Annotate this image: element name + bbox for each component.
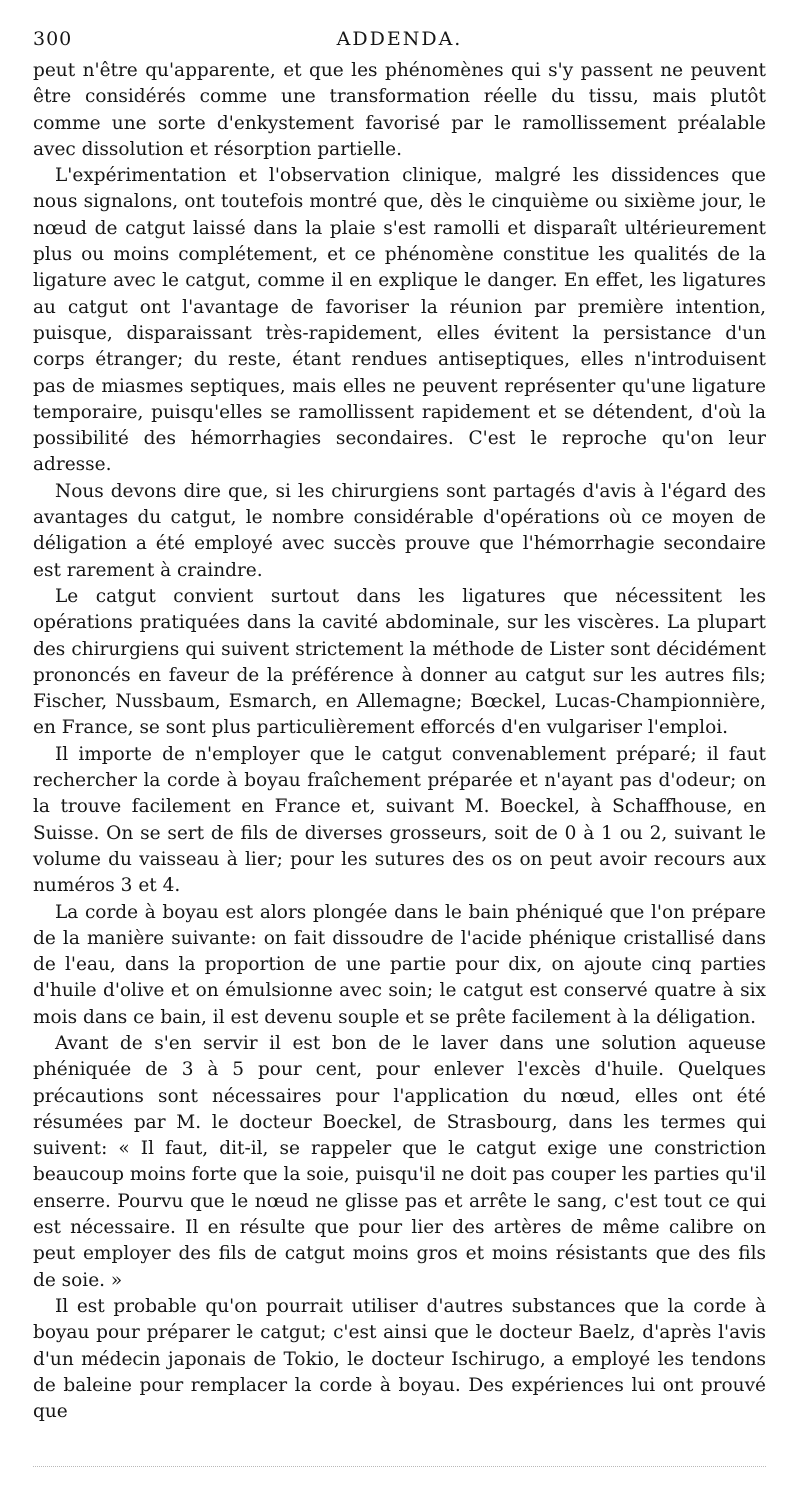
running-head [33, 28, 766, 58]
page-number: 300 [33, 28, 73, 50]
running-title: ADDENDA. [336, 28, 463, 50]
book-page [33, 28, 766, 1425]
paragraph: Avant de s'en servir il est bon de le laver dans une solution aqueuse phéniquée de 3 à 5 pour cent, pour enlever l'excès d'huile. Quelques précautions sont nécessaires pour l'application du nœud, elles ont été résumées par M. le docteur Boeckel, de Strasbourg, dans les termes qui suivent: « Il faut, dit-il, se rappeler que le catgut exige une constriction beaucoup moins forte que la soie, puisqu'il ne doit pas couper les parties qu'il enserre. Pourvu que le nœud ne glisse pas et arrête le sang, c'est tout ce qui est nécessaire. Il en résulte que pour lier des artères de même calibre on peut employer des fils de catgut moins gros et moins résistants que des fils de soie. » [33, 1032, 766, 1291]
paragraph: L'expérimentation et l'observation clinique, malgré les dissidences que nous signalons, ont toutefois montré que, dès le cinquième ou sixième jour, le nœud de catgut laissé dans la plaie s'est ramolli et disparaît ultérieurement plus ou moins complétement, et ce phénomène constitue les qualités de la ligature avec le catgut, comme il en explique le danger. En effet, les ligatures au catgut ont l'avantage de favoriser la réunion par première intention, puisque, disparaissant très-rapidement, elles évitent la persistance d'un corps étranger; du reste, étant rendues antiseptiques, elles n'introduisent pas de miasmes septiques, mais elles ne peuvent représenter qu'une ligature temporaire, puisqu'elles se ramollissent rapidement et se détendent, d'où la possibilité des hémorrhagies secondaires. C'est le reproche qu'on leur adresse. [33, 165, 766, 476]
paragraph: Il importe de n'employer que le catgut convenablement préparé; il faut rechercher la corde à boyau fraîchement préparée et n'ayant pas d'odeur; on la trouve facilement en France et, suivant M. Boeckel, à Schaffhouse, en Suisse. On se sert de fils de diverses grosseurs, soit de 0 à 1 ou 2, suivant le volume du vaisseau à lier; pour les sutures des os on peut avoir recours aux numéros 3 et 4. [33, 743, 766, 897]
paragraph: Nous devons dire que, si les chirurgiens sont partagés d'avis à l'égard des avantages du catgut, le nombre considérable d'opérations où ce moyen de déligation a été employé avec succès prouve que l'hémorrhagie secondaire est rarement à craindre. [33, 480, 766, 581]
paragraph: Il est probable qu'on pourrait utiliser d'autres substances que la corde à boyau pour préparer le catgut; c'est ainsi que le docteur Baelz, d'après l'avis d'un médecin japonais de Tokio, le docteur Ischirugo, a employé les tendons de baleine pour remplacer la corde à boyau. Des expériences lui ont prouvé que [33, 1295, 766, 1423]
footer-rule [33, 1466, 766, 1467]
body-text [33, 58, 766, 1425]
paragraph-continuation: peut n'être qu'apparente, et que les phénomènes qui s'y passent ne peuvent être considérés comme une transformation réelle du tissu, mais plutôt comme une sorte d'enkystement favorisé par le ramollissement préalable avec dissolution et résorption partielle. [33, 60, 766, 160]
paragraph: La corde à boyau est alors plongée dans le bain phéniqué que l'on prépare de la manière suivante: on fait dissoudre de l'acide phénique cristallisé dans de l'eau, dans la proportion de une partie pour dix, on ajoute cinq parties d'huile d'olive et on émulsionne avec soin; le catgut est conservé quatre à six mois dans ce bain, il est devenu souple et se prête facilement à la déligation. [33, 901, 766, 1028]
paragraph: Le catgut convient surtout dans les ligatures que nécessitent les opérations pratiquées dans la cavité abdominale, sur les viscères. La plupart des chirurgiens qui suivent strictement la méthode de Lister sont décidément prononcés en faveur de la préférence à donner au catgut sur les autres fils; Fischer, Nussbaum, Esmarch, en Allemagne; Bœckel, Lucas-Championnière, en France, se sont plus particulièrement efforcés d'en vulgariser l'emploi. [33, 585, 766, 739]
